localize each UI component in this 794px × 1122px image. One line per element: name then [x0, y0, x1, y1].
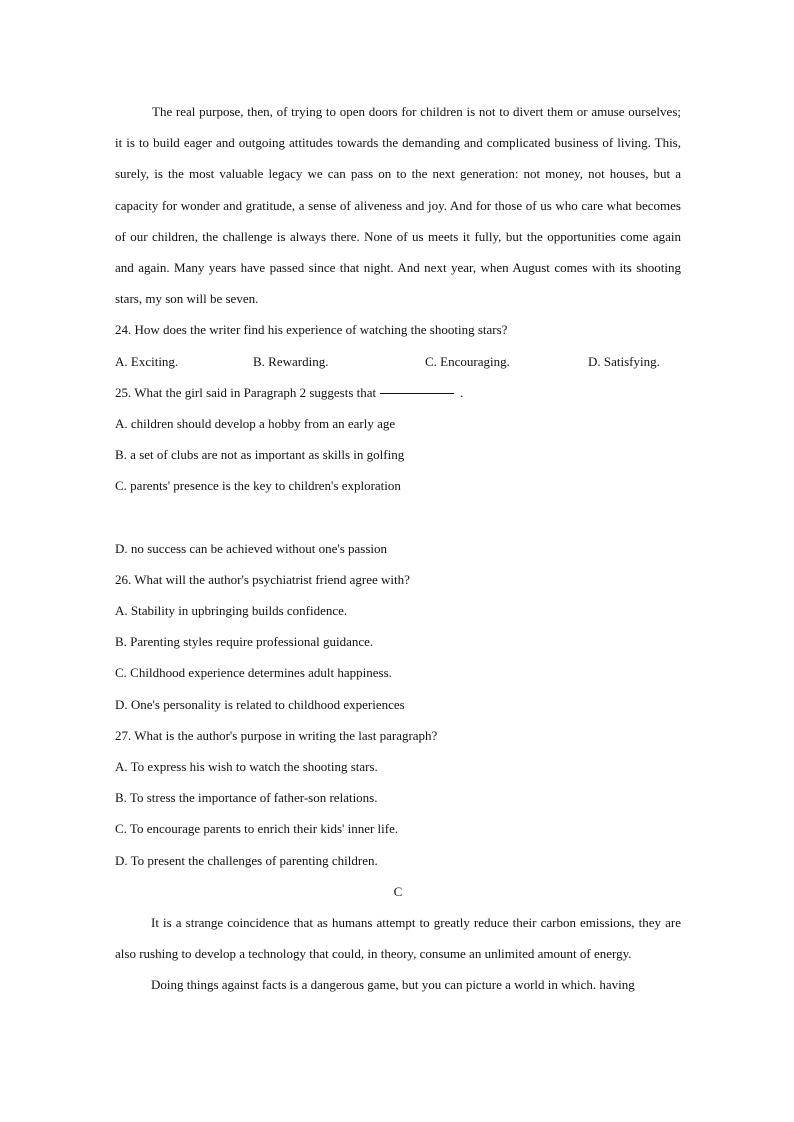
question-24-option-c: C. Encouraging. [425, 353, 510, 369]
question-25-option-b: B. a set of clubs are not as important as skills in golfing [115, 447, 405, 463]
question-26-stem: 26. What will the author's psychiatrist friend agree with? [115, 571, 410, 587]
question-26-option-b: B. Parenting styles require professional guidance. [115, 634, 374, 650]
section-heading-c: C [393, 883, 403, 899]
question-24-option-a: A. Exciting. [115, 353, 179, 369]
document-page [115, 96, 681, 1001]
question-27-option-d: D. To present the challenges of parenting children. [115, 852, 378, 868]
question-25-option-a: A. children should develop a hobby from an early age [115, 415, 396, 431]
question-25-option-c: C. parents' presence is the key to children's exploration [115, 478, 401, 494]
question-25-stem-text: 25. What the girl said in Paragraph 2 suggests that [115, 384, 377, 400]
question-26-option-c: C. Childhood experience determines adult happiness. [115, 665, 392, 681]
answer-blank [380, 393, 454, 394]
question-24-options [115, 346, 681, 377]
question-24-stem: 24. How does the writer find his experience of watching the shooting stars? [115, 322, 508, 338]
question-27-option-b: B. To stress the importance of father-son relations. [115, 790, 378, 806]
blank-line [115, 502, 681, 533]
question-24-option-b: B. Rewarding. [253, 353, 329, 369]
question-26-option-a: A. Stability in upbringing builds confidence. [115, 603, 348, 619]
passage-c-paragraph-1: It is a strange coincidence that as humans attempt to greatly reduce their carbon emissions, they are also rushing to develop a technology that could, in theory, consume an unlimited amount of energy. [115, 914, 681, 962]
question-25-stem [115, 377, 681, 408]
passage-c-paragraph-2: Doing things against facts is a dangerous game, but you can picture a world in which. having [151, 977, 635, 993]
question-26-option-d: D. One's personality is related to childhood experiences [115, 696, 405, 712]
question-27-option-c: C. To encourage parents to enrich their kids' inner life. [115, 821, 399, 837]
question-25-option-d: D. no success can be achieved without one's passion [115, 540, 388, 556]
question-27-stem: 27. What is the author's purpose in writing the last paragraph? [115, 727, 438, 743]
question-27-option-a: A. To express his wish to watch the shooting stars. [115, 759, 378, 775]
question-25-stem-end: . [460, 384, 464, 400]
passage-b-final-paragraph: The real purpose, then, of trying to open doors for children is not to divert them or amuse ourselves; it is to build eager and outgoing attitudes towards the demanding and complicated business of living. This, surely, is the most valuable legacy we can pass on to the next generation: not money, not houses, but a capacity for wonder and gratitude, a sense of aliveness and joy. And for those of us who care what becomes of our children, the challenge is always there. None of us meets it fully, but the opportunities come again and again. Many years have passed since that night. And next year, when August comes with its shooting stars, my son will be seven. [115, 104, 681, 307]
question-24-option-d: D. Satisfying. [588, 353, 660, 369]
